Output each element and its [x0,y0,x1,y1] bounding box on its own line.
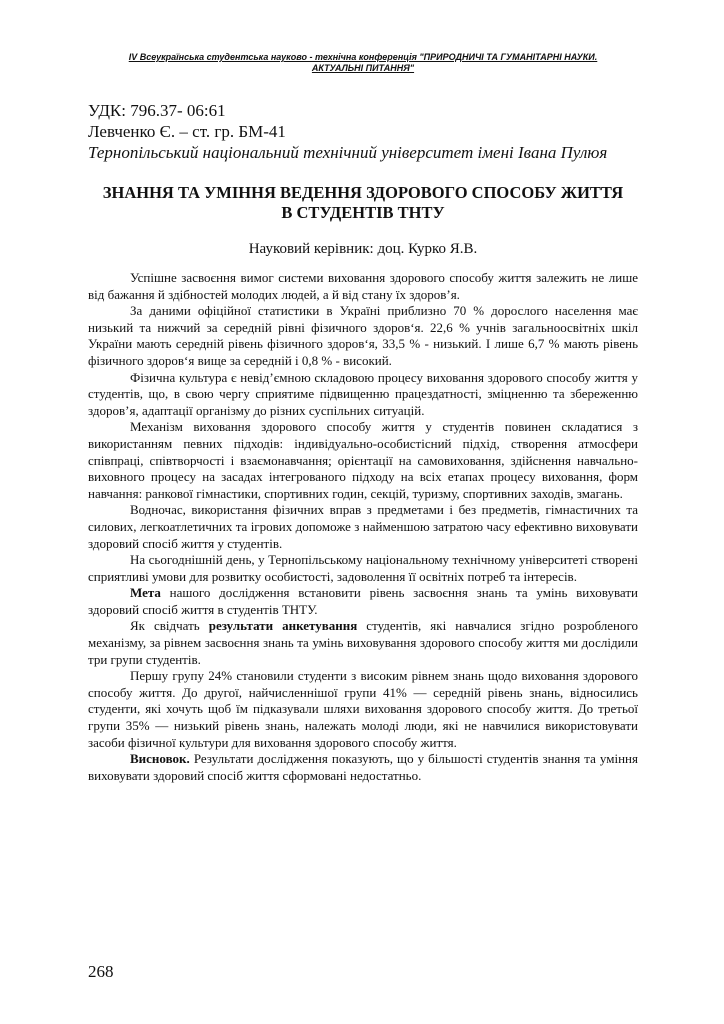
paragraph-10 [88,751,638,784]
paper-title [88,183,638,223]
paper-title-line1: ЗНАННЯ ТА УМІННЯ ВЕДЕННЯ ЗДОРОВОГО СПОСОБУ ЖИТТЯ [102,183,624,202]
paragraph-4: Механізм виховання здорового способу життя у студентів повинен складатися з використанням певних підходів: індивідуально-особистісний підхід, створення атмосфери співпраці, співтворчості і взаємонавчання; орієнтації на самовиховання, здійснення навчально-виховного процесу на засадах інтегрованого підходу на всіх етапах процесу виховання, форм навчання: ранкової гімнастики, спортивних годин, секцій, туризму, спортивних заходів, змагань. [88,419,638,501]
affiliation: Тернопільський національний технічний університет імені Івана Пулюя [88,143,608,162]
paragraph-9: Першу групу 24% становили студенти з високим рівнем знань щодо виховання здорового способу життя. До другої, найчисленнішої групи 41% — середній рівень знань, відносились студенти, які хочуть щоб їм підказували шляхи виховання здорового способу життя. До третьої групи 35% — низький рівень знань, належать молоді люди, які не навчилися використовувати засоби фізичної культури для виховання здорового способу життя. [88,668,638,750]
page-number: 268 [88,962,114,981]
conference-header-line1: IV Всеукраїнська студентська науково - технічна конференція "ПРИРОДНИЧІ ТА ГУМАНІТАРНІ НАУКИ. [128,52,598,62]
paragraph-1: Успішне засвоєння вимог системи виховання здорового способу життя залежить не лише від бажання й здібностей молодих людей, а й від стану їх здоров’я. [88,270,638,302]
paragraph-6: На сьогоднішній день, у Тернопільському національному технічному університеті створені сприятливі умови для розвитку особистості, задоволення її освітніх потреб та інтересів. [88,552,638,584]
supervisor: Науковий керівник: доц. Курко Я.В. [248,241,478,257]
author: Левченко Є. – ст. гр. БМ-41 [88,122,286,141]
goal-label: Мета [130,585,161,601]
conference-header-line2: АКТУАЛЬНІ ПИТАННЯ" [311,63,415,73]
paragraph-5: Водночас, використання фізичних вправ з предметами і без предметів, гімнастичних та силових, легкоатлетичних та ігрових допоможе з найменшою затратою часу ефективно виховувати здоровий спосіб життя у студентів. [88,502,638,551]
paragraph-8 [88,618,638,668]
survey-intro: Як свідчать [130,618,209,634]
conclusion-label: Висновок. [130,751,190,767]
conference-header [88,52,638,74]
page-content [88,52,638,784]
udc-code: УДК: 796.37- 06:61 [88,101,226,120]
paragraph-2: За даними офіційної статистики в Україні приблизно 70 % дорослого населення має низький та нижчий за середній рівні фізичного здоров‘я. 22,6 % учнів загальноосвітніх шкіл України мають середній рівень фізичного здоров‘я, 33,5 % - низький. І лише 6,7 % мають рівень фізичного здоров‘я вище за середній і 0,8 % - високий. [88,303,638,368]
survey-text: студентів, які навчалися згідно розробленого механізму, за рівнем засвоєння знань та умінь виховування здорового способу життя ми дослідили три групи студентів. [88,618,639,667]
survey-label: результати анкетування [208,618,358,634]
paragraph-3: Фізична культура є невід’ємною складовою процесу виховання здорового способу життя у студентів, що, в свою чергу сприятиме підвищенню працездатності, зміцненню та збереженню здоров’я, адаптації організму до різних суспільних ситуацій. [88,369,638,418]
conclusion-text: Результати дослідження показують, що у більшості студентів знання та уміння виховувати здоровий спосіб життя сформовані недостатньо. [88,751,638,783]
goal-text: нашого дослідження встановити рівень засвоєння знань та умінь виховувати здоровий спосіб життя в студентів ТНТУ. [88,585,638,617]
paper-body [88,270,638,784]
paper-title-line2: В СТУДЕНТІВ ТНТУ [281,203,445,222]
paragraph-7 [88,585,638,618]
